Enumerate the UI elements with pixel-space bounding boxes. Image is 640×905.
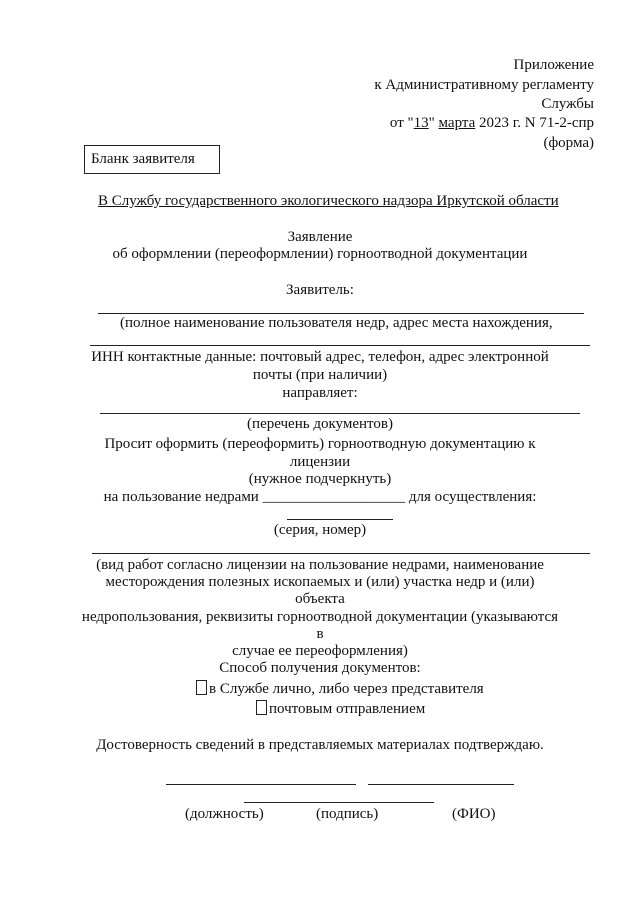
appendix-label: Приложение bbox=[513, 57, 594, 73]
in-person-checkbox[interactable] bbox=[196, 680, 207, 695]
addressee bbox=[98, 193, 559, 210]
date-suffix: 2023 г. N 71-2-спр bbox=[475, 115, 594, 131]
series-line bbox=[287, 519, 393, 520]
addressee-text: В Службу государственного экологического надзора Иркутской области bbox=[98, 193, 559, 209]
order-date-line bbox=[390, 115, 594, 132]
mail-checkbox[interactable] bbox=[256, 700, 267, 715]
request-line-4 bbox=[0, 489, 640, 506]
signature-position-label: (должность) bbox=[185, 806, 264, 822]
documents-hint: (перечень документов) bbox=[247, 416, 393, 432]
date-mid: " bbox=[428, 115, 439, 131]
letterhead-box: Бланк заявителя bbox=[84, 145, 220, 174]
documents-line bbox=[100, 413, 580, 414]
statement-title: Заявление bbox=[287, 229, 353, 245]
applicant-label: Заявитель: bbox=[286, 282, 354, 298]
work-hint-2: месторождения полезных ископаемых и (или) участка недр и (или) bbox=[105, 574, 535, 590]
mail-label: почтовым отправлением bbox=[269, 701, 426, 717]
signature-line-1 bbox=[166, 784, 356, 785]
applicant-line-2 bbox=[90, 345, 590, 346]
regulation-reference: к Административному регламенту bbox=[374, 77, 594, 93]
applicant-line bbox=[98, 313, 584, 314]
applicant-hint-3: почты (при наличии) bbox=[252, 367, 388, 383]
series-hint: (серия, номер) bbox=[273, 522, 367, 538]
statement-subtitle: об оформлении (переоформлении) горноотводной документации bbox=[112, 246, 528, 262]
delivery-label: Способ получения документов: bbox=[219, 660, 421, 676]
delivery-option-in-person[interactable] bbox=[196, 680, 484, 698]
work-hint-3: объекта bbox=[295, 591, 345, 607]
sends-label: направляет: bbox=[282, 385, 358, 401]
request-line-2: лицензии bbox=[289, 454, 351, 470]
work-line bbox=[92, 553, 590, 554]
form-label: (форма) bbox=[543, 135, 594, 151]
confirmation-text: Достоверность сведений в представляемых материалах подтверждаю. bbox=[96, 737, 544, 753]
work-hint-4: недропользования, реквизиты горноотводной документации (указываются bbox=[81, 609, 559, 625]
date-month: марта bbox=[438, 115, 476, 131]
in-person-label: в Службе лично, либо через представителя bbox=[209, 681, 484, 697]
date-day: 13 bbox=[413, 115, 429, 131]
service-label: Службы bbox=[541, 96, 594, 112]
request-line-1: Просит оформить (переоформить) горноотводную документацию к bbox=[104, 436, 536, 452]
applicant-hint-2: ИНН контактные данные: почтовый адрес, телефон, адрес электронной bbox=[91, 349, 549, 365]
signature-sign-label: (подпись) bbox=[316, 806, 379, 822]
request-line-3: (нужное подчеркнуть) bbox=[248, 471, 392, 487]
signature-name-label: (ФИО) bbox=[452, 806, 496, 822]
purpose-label: для осуществления: bbox=[408, 489, 537, 505]
license-blank: ___________________ bbox=[262, 489, 406, 505]
applicant-hint-1: (полное наименование пользователя недр, адрес места нахождения, bbox=[120, 315, 553, 331]
date-prefix: от " bbox=[389, 115, 414, 131]
subsoil-use-label: на пользование недрами bbox=[103, 489, 259, 505]
work-hint-1: (вид работ согласно лицензии на пользование недрами, наименование bbox=[96, 557, 544, 573]
work-hint-6: случае ее переоформления) bbox=[232, 643, 408, 659]
work-hint-5: в bbox=[316, 626, 324, 642]
signature-line-2 bbox=[368, 784, 514, 785]
signature-line-3 bbox=[244, 802, 434, 803]
delivery-option-mail[interactable] bbox=[256, 700, 425, 718]
